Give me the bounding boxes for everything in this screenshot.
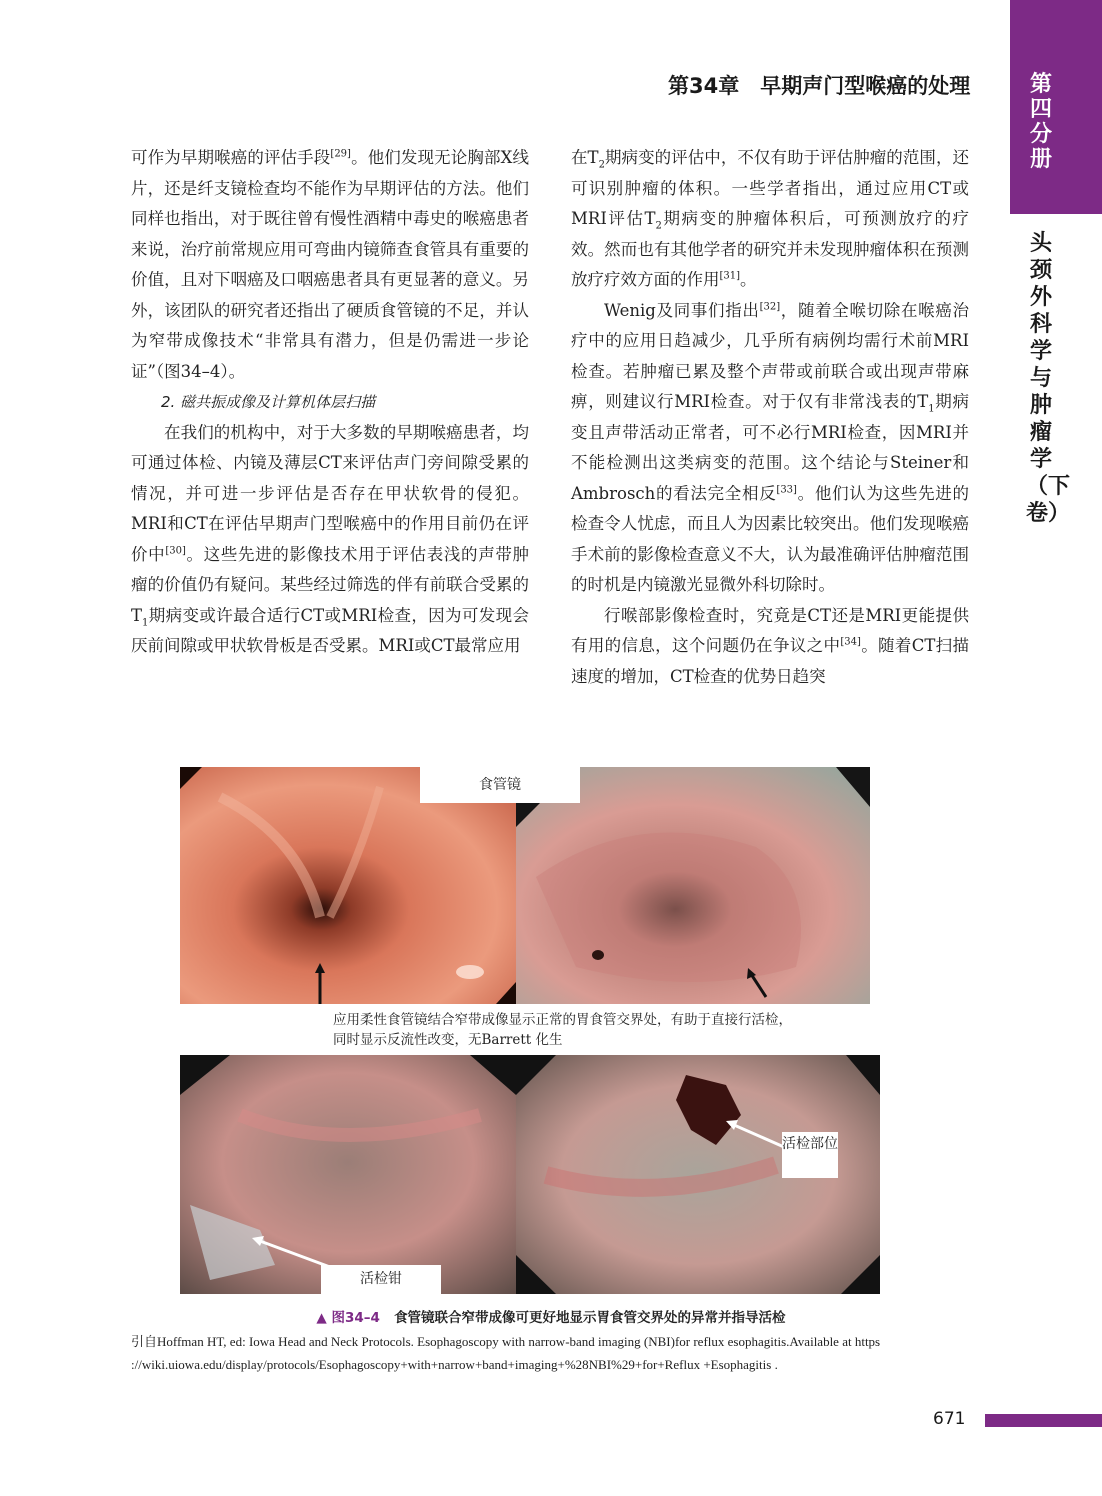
right-paragraph-1: 在$T_2$期病变的评估中，不仅有助于评估肿瘤的范围，还可识别肿瘤的体积。一些学者指出，通过应用CT或MRI评估$T_2$期病变的肿瘤体积后，可预测放疗的疗效。然而也有其他学者的研究并未发现肿瘤体积在预测放疗疗效方面的作用[31]。: [571, 148, 970, 289]
citation: [31]: [719, 270, 741, 282]
left-paragraph-1: 可作为早期喉癌的评估手段[29]。他们发现无论胸部X线片，还是纤支镜检查均不能作为早期评估的方法。他们同样也指出，对于既往曾有慢性酒精中毒史的喉癌患者来说，治疗前常规应用可弯曲内镜筛查食管具有重要的价值，且对下咽癌及口咽癌患者具有更显著的意义。另外，该团队的研究者还指出了硬质食管镜的不足，并认为窄带成像技术“非常具有潜力，但是仍需进一步论证”（图34–4）。: [131, 148, 530, 381]
citation: [30]: [165, 545, 186, 556]
section-subheading: 2. 磁共振成像及计算机体层扫描: [161, 393, 376, 411]
caption-marker: ▲: [316, 1310, 327, 1326]
right-paragraph-3: 行喉部影像检查时，究竟是CT还是MRI更能提供有用的信息，这个问题仍在争议之中[34]。随着CT扫描速度的增加，CT检查的优势日趋突: [571, 605, 970, 686]
figure-caption: [0, 1306, 1102, 1326]
page-number-bar: [985, 1414, 1102, 1427]
chapter-header: 第34章 早期声门型喉癌的处理: [668, 74, 971, 98]
page-number: 671: [933, 1409, 966, 1429]
figure-inline-caption: 应用柔性食管镜结合窄带成像显示正常的胃食管交界处，有助于直接行活检，同时显示反流性改变，无Barrett 化生: [333, 1012, 792, 1048]
citation: [32]: [759, 301, 781, 312]
left-column: [131, 143, 529, 662]
label-esophagoscope: 食管镜: [420, 767, 580, 803]
citation: [33]: [776, 484, 797, 495]
label-biopsy-forceps: 活检钳: [321, 1265, 441, 1294]
caption-text: 食管镜联合窄带成像可更好地显示胃食管交界处的异常并指导活检: [394, 1310, 786, 1326]
figure-source: 引自Hoffman HT, ed: Iowa Head and Neck Protocols. Esophagoscopy with narrow-band imaging (NBI)for reflux esophagitis.Available at https ://wiki.uiowa.edu/display/protocols/Esophagoscopy+with+narrow+band+imaging+%28NBI%29+for+Reflux +Esophagitis .: [131, 1334, 881, 1372]
side-tab-background: [1010, 0, 1102, 214]
left-paragraph-2: 在我们的机构中，对于大多数的早期喉癌患者，均可通过体检、内镜及薄层CT来评估声门旁间隙受累的情况，并可进一步评估是否存在甲状软骨的侵犯。MRI和CT在评估早期声门型喉癌中的作用目前仍在评价中[30]。这些先进的影像技术用于评估表浅的声带肿瘤的价值仍有疑问。某些经过筛选的伴有前联合受累的$T_1$期病变或许最合适行CT或MRI检查，因为可发现会厌前间隙或甲状软骨板是否受累。MRI或CT最常应用: [131, 422, 530, 655]
caption-number: 图34–4: [331, 1310, 380, 1326]
right-column: [571, 143, 969, 692]
citation: [34]: [840, 636, 861, 648]
endoscopy-photo-forceps: [180, 1055, 516, 1294]
citation: [29]: [330, 148, 351, 160]
label-biopsy-site: 活检部位: [782, 1132, 838, 1178]
right-paragraph-2: Wenig及同事们指出[32]，随着全喉切除在喉癌治疗中的应用日趋减少，几乎所有病例均需行术前MRI检查。若肿瘤已累及整个声带或前联合或出现声带麻痹，则建议行MRI检查。对于仅有非常浅表的$T_1$期病变且声带活动正常者，可不必行MRI检查，因MRI并不能检测出这类病变的范围。这个结论与Steiner和Ambrosch的看法完全相反[33]。他们认为这些先进的检查令人忧虑，而且人为因素比较突出。他们发现喉癌手术前的影像检查意义不大，认为最准确评估肿瘤范围的时机是内镜激光显微外科切除时。: [571, 300, 970, 594]
side-book-title: 头颈外科学与肿瘤学（下卷）: [1026, 231, 1071, 526]
side-tab-volume: 第四分册: [1029, 72, 1052, 172]
